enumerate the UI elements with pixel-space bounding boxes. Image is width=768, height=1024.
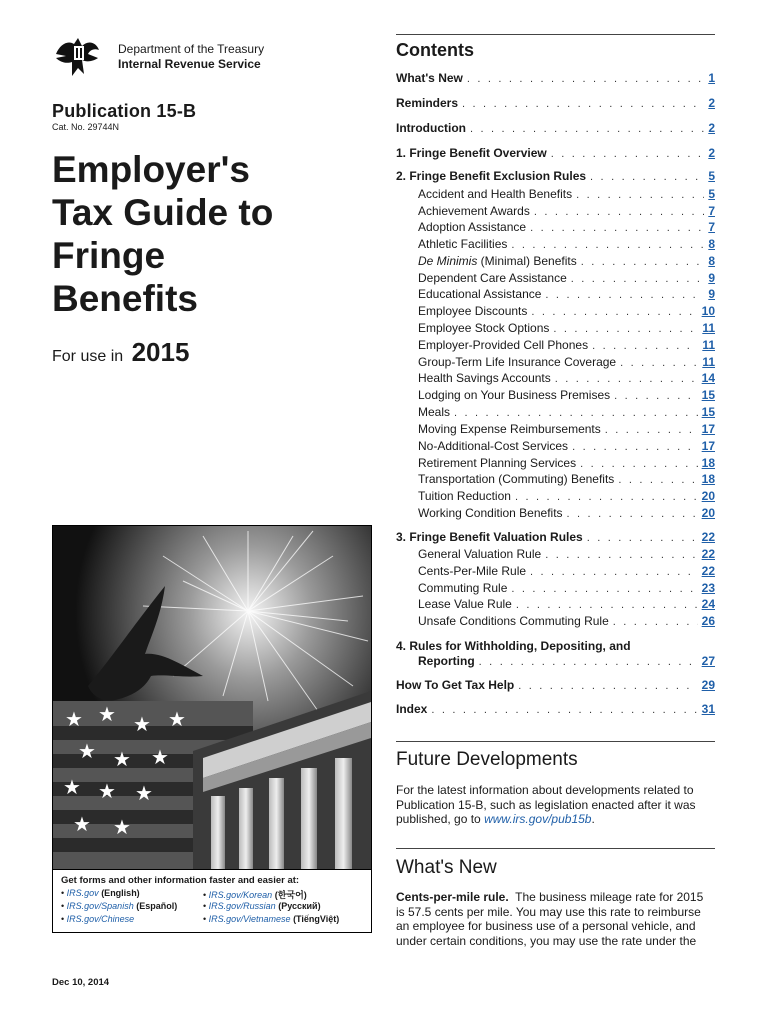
link-language: (Pусский) [278,901,321,911]
toc-label: Employee Discounts [418,304,528,318]
toc-leader [620,357,698,369]
toc-leader [613,616,698,628]
whats-new-text [396,890,718,948]
toc-label: 3. Fringe Benefit Valuation Rules [396,530,583,544]
toc-label: Achievement Awards [418,204,530,218]
toc-page-link[interactable]: 5 [708,187,715,201]
for-use-label: For use in [52,348,124,365]
toc-page-link[interactable]: 27 [701,654,715,668]
toc-entry[interactable] [418,547,715,563]
toc-label: Working Condition Benefits [418,506,563,520]
toc-entry[interactable] [418,564,715,580]
agency-name [118,42,264,72]
toc-leader [479,656,698,668]
divider [396,741,715,742]
toc-entry[interactable] [418,204,715,220]
toc-leader [545,549,697,561]
toc-page-link[interactable]: 2 [708,96,715,110]
irs-text: Internal Revenue Service [118,57,261,71]
text-fragment: published, go to [396,812,485,827]
toc-leader [576,189,704,201]
paragraph-line: For the latest information about developments related to [396,783,694,797]
toc-leader [454,407,698,419]
toc-entry[interactable] [418,254,715,270]
toc-leader [545,289,704,301]
toc-label: 1. Fringe Benefit Overview [396,146,547,160]
cover-image [52,525,372,933]
toc-page-link[interactable]: 2 [708,146,715,160]
divider [396,848,715,849]
toc-entry[interactable] [418,287,715,303]
toc-entry[interactable] [418,321,715,337]
toc-label: Dependent Care Assistance [418,271,567,285]
link-item: • IRS.gov/Chinese [61,914,135,924]
toc-page-link[interactable]: 15 [701,405,715,419]
toc-label: No-Additional-Cost Services [418,439,569,453]
toc-page-link[interactable]: 22 [701,547,715,561]
toc-page-link[interactable]: 8 [708,237,715,251]
toc-leader [553,323,698,335]
toc-page-link[interactable]: 22 [701,564,715,578]
online-resources-box [53,869,371,933]
toc-page-link[interactable]: 17 [701,422,715,436]
toc-label: Lease Value Rule [418,597,512,611]
toc-label: Adoption Assistance [418,220,527,234]
toc-label: Employee Stock Options [418,321,550,335]
svg-text:★: ★ [168,707,186,731]
toc-page-link[interactable]: 11 [702,321,715,335]
toc-leader [515,491,698,503]
toc-page-link[interactable]: 23 [701,581,715,595]
toc-page-link[interactable]: 18 [701,472,715,486]
toc-page-link[interactable]: 29 [701,678,715,692]
toc-entry-continued[interactable] [418,654,715,670]
toc-label: 2. Fringe Benefit Exclusion Rules [396,169,587,183]
toc-label: Educational Assistance [418,287,542,301]
toc-entry[interactable] [396,146,715,162]
svg-text:★: ★ [63,775,81,799]
contents-heading: Contents [396,40,474,60]
toc-label: Meals [418,405,451,419]
catalog-number: Cat. No. 29744N [52,122,120,132]
toc-label: Transportation (Commuting) Benefits [418,472,615,486]
toc-leader [571,273,705,285]
toc-leader [590,171,704,183]
toc-entry[interactable] [418,597,715,613]
link-item: • IRS.gov/Russian (Pусский) [203,901,321,911]
toc-page-link[interactable]: 5 [708,169,715,183]
toc-leader [581,256,705,268]
toc-entry[interactable] [396,702,715,718]
toc-entry[interactable] [418,422,715,438]
toc-entry[interactable] [418,405,715,421]
irs-russian-link[interactable]: IRS.gov/Russian [208,901,276,911]
toc-leader [567,508,698,520]
toc-entry[interactable] [418,237,715,253]
toc-entry[interactable] [418,220,715,236]
svg-text:★: ★ [98,702,116,726]
toc-entry[interactable] [396,71,715,87]
toc-entry[interactable] [418,338,715,354]
toc-label: What's New [396,71,463,85]
toc-page-link[interactable]: 31 [701,702,715,716]
toc-entry[interactable] [396,121,715,137]
toc-label: Retirement Planning Services [418,456,577,470]
svg-text:★: ★ [135,781,153,805]
toc-label: Commuting Rule [418,581,508,595]
toc-leader [516,599,698,611]
toc-label: Accident and Health Benefits [418,187,573,201]
toc-page-link[interactable]: 15 [701,388,715,402]
toc-label [418,254,577,268]
toc-label: Index [396,702,428,716]
toc-leader [534,206,704,218]
toc-label: Health Savings Accounts [418,371,551,385]
publication-date: Dec 10, 2014 [52,977,110,988]
pub15b-link[interactable]: www.irs.gov/pub15b [484,812,592,827]
svg-text:★: ★ [65,707,83,731]
toc-label-italic: De Minimis [418,254,478,268]
toc-page-link[interactable]: 18 [701,456,715,470]
toc-page-link[interactable]: 24 [701,597,715,611]
online-resources-heading: Get forms and other information faster and easier at: [61,875,300,886]
title-line: Benefits [52,278,198,319]
toc-label: Moving Expense Reimbursements [418,422,601,436]
toc-entry[interactable] [418,371,715,387]
svg-text:★: ★ [113,815,131,839]
toc-leader [592,340,698,352]
whats-new-heading: What's New [396,857,497,878]
toc-label: 4. Rules for Withholding, Depositing, and [396,639,631,653]
toc-entry[interactable] [396,96,715,112]
svg-text:★: ★ [78,739,96,763]
run-in-heading: Cents-per-mile rule. [396,890,509,904]
toc-entry[interactable] [418,614,715,630]
toc-page-link[interactable]: 9 [708,287,715,301]
paragraph-line: Publication 15-B, such as legislation enacted after it was [396,797,696,812]
irs-gov-link[interactable]: IRS.gov [66,888,99,898]
toc-entry[interactable] [396,530,715,546]
future-developments-heading: Future Developments [396,749,578,770]
link-item: • IRS.gov/Vietnamese (TiếngViệt) [203,914,340,924]
text-fragment: . [591,812,595,827]
toc-leader [511,583,697,595]
text-fragment: The business mileage rate for 2015 [508,890,704,904]
toc-entry[interactable] [418,388,715,404]
toc-page-link[interactable]: 8 [708,254,715,268]
toc-page-link[interactable]: 22 [701,530,715,544]
toc-page-link[interactable]: 7 [708,204,715,218]
toc-entry[interactable] [396,639,715,655]
link-language: (English) [101,888,140,898]
toc-page-link[interactable]: 26 [701,614,715,628]
publication-number: Publication 15-B [52,101,197,121]
svg-text:★: ★ [73,812,91,836]
toc-entry[interactable] [418,271,715,287]
svg-text:★: ★ [98,779,116,803]
paragraph-line [396,812,718,827]
fireworks-eagle-flag-illustration [53,526,371,871]
link-language: (TiếngViệt) [293,914,340,924]
irs-spanish-link[interactable]: IRS.gov/Spanish [66,901,134,911]
toc-leader [605,424,698,436]
title-line: Employer's [52,149,250,190]
link-language: (한국어) [274,890,307,900]
irs-chinese-link[interactable]: IRS.gov/Chinese [66,914,135,924]
toc-leader [470,123,704,135]
toc-entry[interactable] [418,304,715,320]
toc-entry[interactable] [418,187,715,203]
toc-leader [580,458,698,470]
toc-leader [618,474,697,486]
svg-text:★: ★ [133,712,151,736]
toc-label: Tuition Reduction [418,489,511,503]
toc-leader [462,98,704,110]
toc-entry[interactable] [396,678,715,694]
toc-entry[interactable] [418,456,715,472]
irs-vietnamese-link[interactable]: IRS.gov/Vietnamese [208,914,291,924]
link-language: (Español) [136,901,178,911]
toc-entry[interactable] [396,169,715,185]
toc-leader [511,239,704,251]
toc-label: Unsafe Conditions Commuting Rule [418,614,609,628]
toc-entry[interactable] [418,506,715,522]
toc-leader [530,222,704,234]
toc-label: Lodging on Your Business Premises [418,388,611,402]
link-item: • IRS.gov/Korean (한국어) [203,890,307,900]
toc-label: How To Get Tax Help [396,678,515,692]
toc-label: General Valuation Rule [418,547,542,561]
toc-leader [551,148,705,160]
toc-entry[interactable] [418,439,715,455]
toc-leader [518,680,697,692]
paragraph-line: under certain conditions, you may use the rate under the [396,933,697,948]
future-developments-text [396,783,718,827]
toc-entry[interactable] [418,355,715,371]
toc-label: Reminders [396,96,459,110]
divider [396,34,715,35]
link-item: • IRS.gov (English) [61,888,140,898]
toc-entry[interactable] [418,489,715,505]
irs-eagle-logo-icon [52,34,102,80]
toc-page-link[interactable]: 1 [708,71,715,85]
toc-entry[interactable] [418,472,715,488]
toc-page-link[interactable]: 7 [708,220,715,234]
department-text: Department of the Treasury [118,42,265,56]
paragraph-line: an employee for business use of a personal vehicle, and [396,919,696,934]
toc-page-link[interactable]: 20 [701,489,715,503]
toc-label: Group-Term Life Insurance Coverage [418,355,617,369]
toc-label-rest: (Minimal) Benefits [477,254,577,268]
irs-korean-link[interactable]: IRS.gov/Korean [208,890,273,900]
toc-page-link[interactable]: 9 [708,271,715,285]
toc-label: Athletic Facilities [418,237,508,251]
paragraph-line [396,890,718,905]
toc-page-link[interactable]: 17 [701,439,715,453]
toc-leader [614,390,698,402]
document-title [52,148,372,320]
for-use-year [52,337,189,368]
toc-page-link[interactable]: 14 [701,371,715,385]
toc-page-link[interactable]: 20 [701,506,715,520]
link-item: • IRS.gov/Spanish (Español) [61,901,178,911]
toc-leader [530,566,698,578]
svg-text:★: ★ [113,747,131,771]
toc-label: Cents-Per-Mile Rule [418,564,527,578]
toc-leader [531,306,697,318]
toc-leader [555,373,698,385]
toc-leader [467,73,704,85]
toc-page-link[interactable]: 11 [702,338,715,352]
toc-page-link[interactable]: 10 [701,304,715,318]
toc-leader [572,441,698,453]
svg-text:★: ★ [151,745,169,769]
toc-label: Employer-Provided Cell Phones [418,338,589,352]
toc-page-link[interactable]: 2 [708,121,715,135]
toc-label: Introduction [396,121,466,135]
title-line: Fringe [52,235,166,276]
toc-label: Reporting [418,654,475,668]
toc-leader [431,704,697,716]
tax-year: 2015 [131,337,190,367]
toc-entry[interactable] [418,581,715,597]
toc-page-link[interactable]: 11 [702,355,715,369]
paragraph-line: is 57.5 cents per mile. You may use this rate to reimburse [396,904,701,919]
toc-leader [587,532,698,544]
title-line: Tax Guide to [52,192,274,233]
